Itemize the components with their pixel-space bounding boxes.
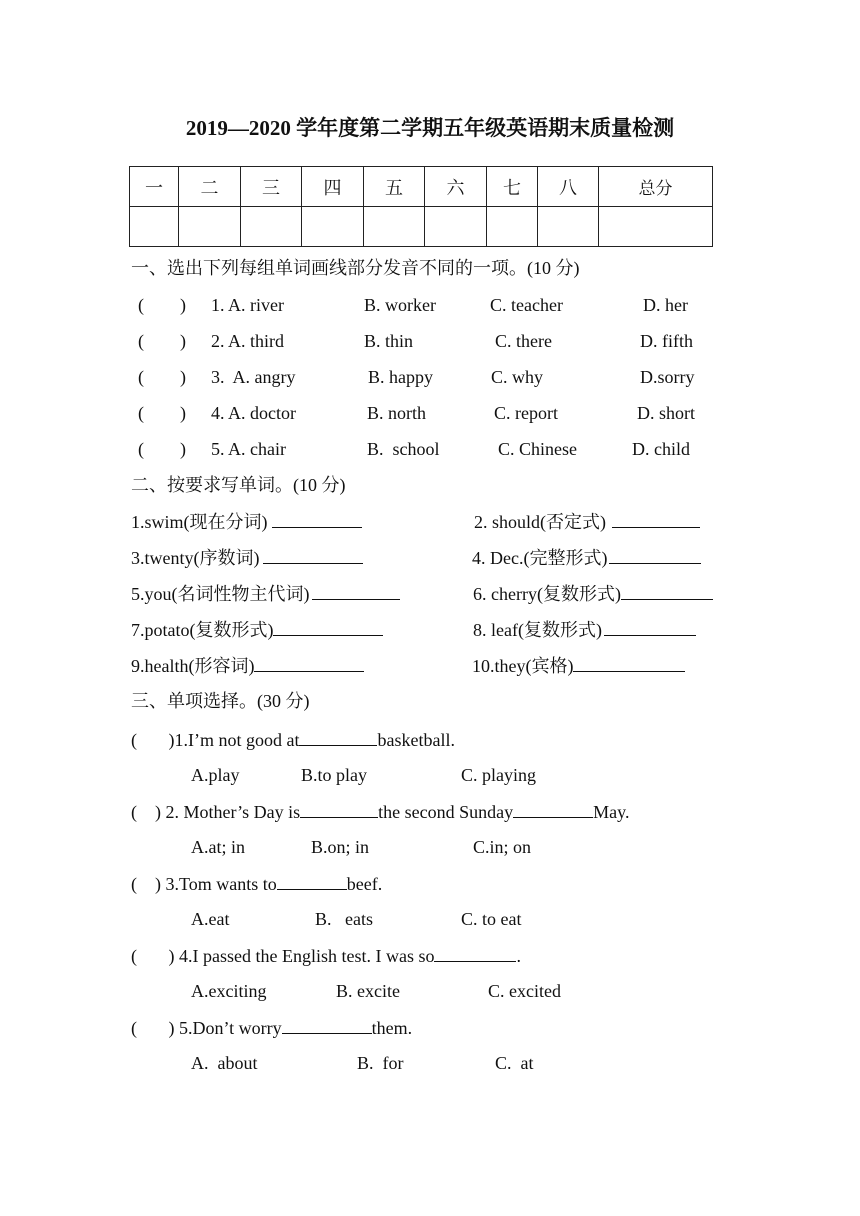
score-header-cell: 一 xyxy=(130,167,179,207)
choice-b: B. eats xyxy=(315,909,373,929)
score-cell[interactable] xyxy=(364,207,425,247)
answer-blank[interactable] xyxy=(612,509,700,528)
option-b: B. north xyxy=(367,403,427,423)
word-prompt: 6. cherry(复数形式) xyxy=(473,581,713,606)
option-c: C. report xyxy=(494,403,558,423)
option-d: D. fifth xyxy=(640,331,693,351)
answer-blank[interactable] xyxy=(263,545,363,564)
word-prompt: 10.they(宾格) xyxy=(472,653,685,678)
score-header-cell: 六 xyxy=(425,167,487,207)
answer-paren[interactable]: ( xyxy=(131,1018,169,1038)
score-header-cell: 二 xyxy=(179,167,241,207)
answer-blank[interactable] xyxy=(254,653,364,672)
answer-paren[interactable]: ( ) xyxy=(138,403,186,423)
word-prompt: 1.swim(现在分词) xyxy=(131,509,362,534)
score-cell[interactable] xyxy=(487,207,538,247)
choice-c: C. at xyxy=(495,1053,534,1073)
choice-a: A.play xyxy=(191,765,240,785)
choice-a: A.at; in xyxy=(191,837,245,857)
score-header-cell: 五 xyxy=(364,167,425,207)
question-stem: ( )1.I’m not good at basketball. xyxy=(131,727,455,752)
answer-blank[interactable] xyxy=(312,581,400,600)
score-value-row xyxy=(130,207,713,247)
option-d: D. short xyxy=(637,403,695,423)
answer-blank xyxy=(513,799,593,818)
score-cell[interactable] xyxy=(538,207,599,247)
score-table xyxy=(129,166,713,247)
choice-a: A. about xyxy=(191,1053,258,1073)
score-header-cell: 七 xyxy=(487,167,538,207)
answer-blank[interactable] xyxy=(573,653,685,672)
score-header-cell: 八 xyxy=(538,167,599,207)
answer-paren[interactable]: ( ) xyxy=(138,367,186,387)
choice-b: B.to play xyxy=(301,765,367,785)
option-c: C. teacher xyxy=(490,295,563,315)
answer-blank[interactable] xyxy=(609,545,701,564)
score-cell[interactable] xyxy=(302,207,364,247)
question-stem: ( ) 2. Mother’s Day is the second Sunday May. xyxy=(131,799,629,824)
question-stem: ( ) 3.Tom wants to beef. xyxy=(131,871,382,896)
section3-heading: 三、单项选择。(30 分) xyxy=(131,691,310,711)
answer-paren[interactable]: ( ) xyxy=(138,331,186,351)
word-prompt: 3.twenty(序数词) xyxy=(131,545,363,570)
choice-b: B. excite xyxy=(336,981,400,1001)
choice-c: C. to eat xyxy=(461,909,522,929)
section1-heading: 一、选出下列每组单词画线部分发音不同的一项。(10 分) xyxy=(131,258,580,278)
option-a: 5. A. chair xyxy=(211,439,286,459)
word-prompt: 5.you(名词性物主代词) xyxy=(131,581,400,606)
choice-c: C. excited xyxy=(488,981,561,1001)
score-cell[interactable] xyxy=(241,207,302,247)
choice-c: C.in; on xyxy=(473,837,532,857)
score-header-total: 总分 xyxy=(599,167,713,207)
option-a: 3. A. angry xyxy=(211,367,296,387)
answer-blank xyxy=(282,1015,372,1034)
answer-paren[interactable]: ( xyxy=(131,946,169,966)
section2-heading: 二、按要求写单词。(10 分) xyxy=(131,475,346,495)
choice-b: B.on; in xyxy=(311,837,370,857)
word-prompt: 8. leaf(复数形式) xyxy=(473,617,696,642)
word-prompt: 9.health(形容词) xyxy=(131,653,364,678)
answer-blank[interactable] xyxy=(272,509,362,528)
option-b: B. school xyxy=(367,439,440,459)
answer-blank[interactable] xyxy=(621,581,713,600)
option-c: C. there xyxy=(495,331,552,351)
option-a: 4. A. doctor xyxy=(211,403,296,423)
option-c: C. why xyxy=(491,367,544,387)
choice-a: A.exciting xyxy=(191,981,267,1001)
option-b: B. happy xyxy=(368,367,433,387)
choice-b: B. for xyxy=(357,1053,404,1073)
score-header-cell: 四 xyxy=(302,167,364,207)
option-b: B. thin xyxy=(364,331,414,351)
answer-paren[interactable]: ( ) xyxy=(138,439,186,459)
answer-blank[interactable] xyxy=(604,617,696,636)
answer-paren[interactable]: ( xyxy=(131,802,155,822)
word-prompt: 7.potato(复数形式) xyxy=(131,617,383,642)
score-header-row xyxy=(130,167,713,207)
option-c: C. Chinese xyxy=(498,439,577,459)
option-a: 1. A. river xyxy=(211,295,284,315)
score-cell[interactable] xyxy=(425,207,487,247)
answer-blank xyxy=(277,871,347,890)
score-cell[interactable] xyxy=(179,207,241,247)
question-stem: ( ) 4.I passed the English test. I was so . xyxy=(131,943,521,968)
option-d: D. child xyxy=(632,439,690,459)
answer-blank xyxy=(299,727,377,746)
word-prompt: 4. Dec.(完整形式) xyxy=(472,545,701,570)
option-b: B. worker xyxy=(364,295,436,315)
score-header-cell: 三 xyxy=(241,167,302,207)
word-prompt: 2. should(否定式) xyxy=(474,509,700,534)
option-d: D. her xyxy=(643,295,688,315)
score-cell-total[interactable] xyxy=(599,207,713,247)
choice-c: C. playing xyxy=(461,765,536,785)
answer-paren[interactable]: ( xyxy=(131,874,155,894)
answer-paren[interactable]: ( xyxy=(131,730,169,750)
question-stem: ( ) 5.Don’t worry them. xyxy=(131,1015,412,1040)
answer-paren[interactable]: ( ) xyxy=(138,295,186,315)
page-title: 2019—2020 学年度第二学期五年级英语期末质量检测 xyxy=(185,116,675,140)
option-a: 2. A. third xyxy=(211,331,285,351)
choice-a: A.eat xyxy=(191,909,230,929)
option-d: D.sorry xyxy=(640,367,695,387)
answer-blank[interactable] xyxy=(273,617,383,636)
answer-blank xyxy=(300,799,378,818)
score-cell[interactable] xyxy=(130,207,179,247)
answer-blank xyxy=(434,943,516,962)
